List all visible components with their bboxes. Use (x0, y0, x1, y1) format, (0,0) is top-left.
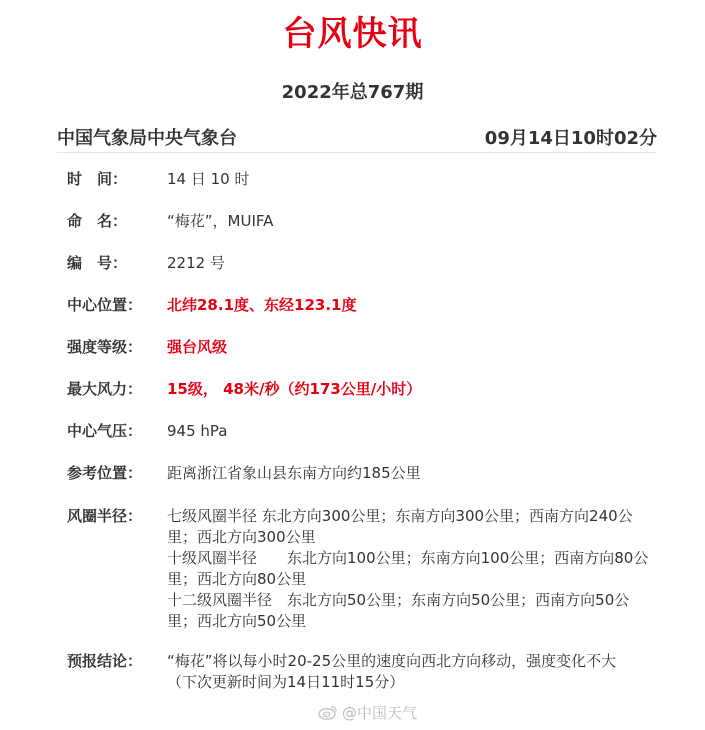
field-value: 15级， 48米/秒（约173公里/小时） (167, 380, 422, 398)
field-name (67, 211, 657, 232)
issue-number: 2022年总767期 (281, 82, 424, 103)
field-value (167, 506, 657, 632)
field-intensity (67, 337, 657, 358)
field-label: 参考位置： (67, 464, 143, 482)
field-wind-radius (67, 506, 657, 632)
page-title: 台风快讯 (282, 14, 423, 54)
wind-radius-line-12: 十二级风圈半径 东北方向50公里；东南方向50公里；西南方向50公里；西北方向50公里 (167, 591, 630, 630)
field-value: 945 hPa (167, 422, 228, 440)
organization: 中国气象局中央气象台 (57, 128, 237, 149)
field-label: 中心气压： (67, 422, 143, 440)
forecast-text: “梅花”将以每小时20-25公里的速度向西北方向移动，强度变化不大 (167, 652, 617, 670)
field-value: 北纬28.1度、东经123.1度 (167, 296, 357, 314)
field-label: 预报结论： (67, 652, 143, 670)
forecast-note: （下次更新时间为14日11时15分） (167, 673, 405, 691)
field-value: “梅花”，MUIFA (167, 212, 274, 230)
weibo-icon (318, 704, 338, 720)
field-value: 强台风级 (167, 338, 228, 356)
field-center (67, 295, 657, 316)
field-pressure (67, 421, 657, 442)
field-value: 14 日 10 时 (167, 170, 250, 188)
wind-radius-line-10: 十级风圈半径 东北方向100公里；东南方向100公里；西南方向80公里；西北方向80公里 (167, 549, 649, 588)
field-value: 距离浙江省象山县东南方向约185公里 (167, 464, 421, 482)
field-label: 中心位置： (67, 296, 143, 314)
org-line (57, 122, 657, 153)
field-label: 风圈半径： (67, 507, 143, 525)
field-max-wind (67, 379, 657, 400)
field-label: 时 间： (67, 170, 128, 188)
field-value (167, 651, 657, 693)
field-value: 2212 号 (167, 254, 225, 272)
field-time (67, 169, 657, 190)
field-number (67, 253, 657, 274)
field-label: 编 号： (67, 254, 128, 272)
field-label: 最大风力： (67, 380, 143, 398)
watermark-text: @中国天气 (342, 703, 418, 722)
wind-radius-line-7: 七级风圈半径 东北方向300公里；东南方向300公里；西南方向240公里；西北方向300公里 (167, 507, 633, 546)
field-label: 强度等级： (67, 338, 143, 356)
field-forecast (67, 651, 657, 693)
watermark (318, 700, 417, 724)
field-label: 命 名： (67, 212, 128, 230)
field-reference (67, 463, 657, 484)
issue-datetime: 09月14日10时02分 (484, 128, 657, 149)
